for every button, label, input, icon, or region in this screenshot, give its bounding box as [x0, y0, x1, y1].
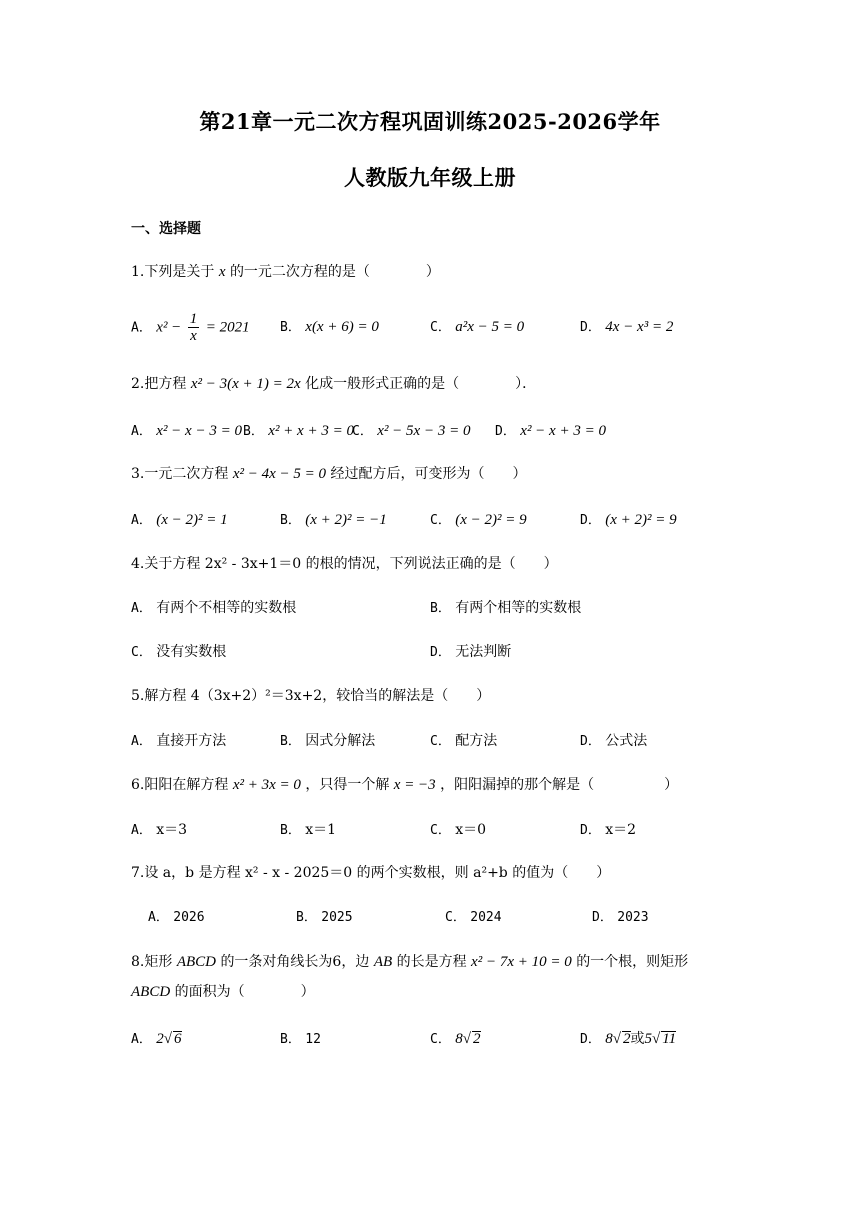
- question-4-option-d: D． 无法判断: [430, 644, 512, 660]
- question-7-option-d: D． 2023: [592, 910, 649, 925]
- title-line-2: 人教版九年级上册: [344, 165, 516, 190]
- radical: 11: [662, 1031, 677, 1047]
- question-2-option-c: C． x² − 5x − 3 = 0: [352, 423, 471, 439]
- question-2-option-b: B． x² + x + 3 = 0: [243, 423, 354, 439]
- question-4-option-c: C． 没有实数根: [131, 644, 227, 660]
- question-8-option-d: D． 8√ 2或5√ 11: [580, 1031, 677, 1047]
- question-4-option-b: B． 有两个相等的实数根: [430, 600, 582, 616]
- question-5-stem: 5.解方程 4（3x+2）²＝3x+2，较恰当的解法是（ ）: [131, 688, 491, 704]
- question-8-option-a: A． 2√ 6: [131, 1031, 182, 1047]
- section-heading: 一、选择题: [131, 221, 201, 237]
- question-8-stem-line-1: 8.矩形 ABCD 的一条对角线长为6，边 AB 的长是方程 x² − 7x + 10 = 0 的一个根，则矩形: [131, 954, 689, 970]
- question-7-option-b: B． 2025: [296, 910, 353, 925]
- question-5-option-d: D． 公式法: [580, 733, 648, 749]
- question-2-option-d: D． x² − x + 3 = 0: [495, 423, 606, 439]
- question-6-option-c: C． x＝0: [430, 822, 487, 838]
- question-3-stem: 3.一元二次方程 x² − 4x − 5 = 0 经过配方后，可变形为（ ）: [131, 466, 527, 482]
- question-6-option-a: A． x＝3: [131, 822, 188, 838]
- question-7-stem: 7.设 a，b 是方程 x² - x - 2025＝0 的两个实数根，则 a²+b 的值为（ ）: [131, 865, 611, 881]
- radical: 6: [174, 1031, 182, 1047]
- question-1-option-a: A． x² − $\frac{1}{x}$ = 2021: [131, 311, 250, 344]
- question-6-option-b: B． x＝1: [280, 822, 337, 838]
- question-6-option-d: D． x＝2: [580, 822, 637, 838]
- question-3-option-a: A． (x − 2)² = 1: [131, 512, 228, 528]
- title-line-1: 第21章一元二次方程巩固训练2025-2026学年: [199, 109, 661, 134]
- question-1-stem: 1.下列是关于 x 的一元二次方程的是（ ）: [131, 264, 440, 280]
- question-1-option-b: B． x(x + 6) = 0: [280, 319, 379, 335]
- question-3-option-c: C． (x − 2)² = 9: [430, 512, 527, 528]
- question-7-option-a: A． 2026: [148, 910, 205, 925]
- question-8-option-c: C． 8√ 2: [430, 1031, 481, 1047]
- question-3-option-b: B． (x + 2)² = −1: [280, 512, 387, 528]
- question-6-stem: 6.阳阳在解方程 x² + 3x = 0 ，只得一个解 x = −3 ，阳阳漏掉的那个解是（ ）: [131, 777, 679, 793]
- radical: 2: [473, 1031, 481, 1047]
- fraction: $\frac{1}{x}$: [189, 311, 198, 344]
- question-5-option-b: B． 因式分解法: [280, 733, 376, 749]
- question-1-option-c: C． a²x − 5 = 0: [430, 319, 525, 335]
- question-5-option-c: C． 配方法: [430, 733, 498, 749]
- question-3-option-d: D． (x + 2)² = 9: [580, 512, 677, 528]
- question-2-stem: 2.把方程 x² − 3(x + 1) = 2x 化成一般形式正确的是（ ）．: [131, 376, 537, 392]
- question-7-option-c: C． 2024: [445, 910, 502, 925]
- question-8-option-b: B． 12: [280, 1032, 321, 1047]
- question-8-stem-line-2: ABCD 的面积为（ ）: [131, 984, 315, 1000]
- question-4-stem: 4.关于方程 2x² - 3x+1＝0 的根的情况，下列说法正确的是（ ）: [131, 556, 558, 572]
- question-4-option-a: A． 有两个不相等的实数根: [131, 600, 297, 616]
- question-1-option-d: D． 4x − x³ = 2: [580, 319, 674, 335]
- radical: 2: [623, 1031, 631, 1047]
- question-5-option-a: A． 直接开方法: [131, 733, 227, 749]
- question-2-option-a: A． x² − x − 3 = 0: [131, 423, 242, 439]
